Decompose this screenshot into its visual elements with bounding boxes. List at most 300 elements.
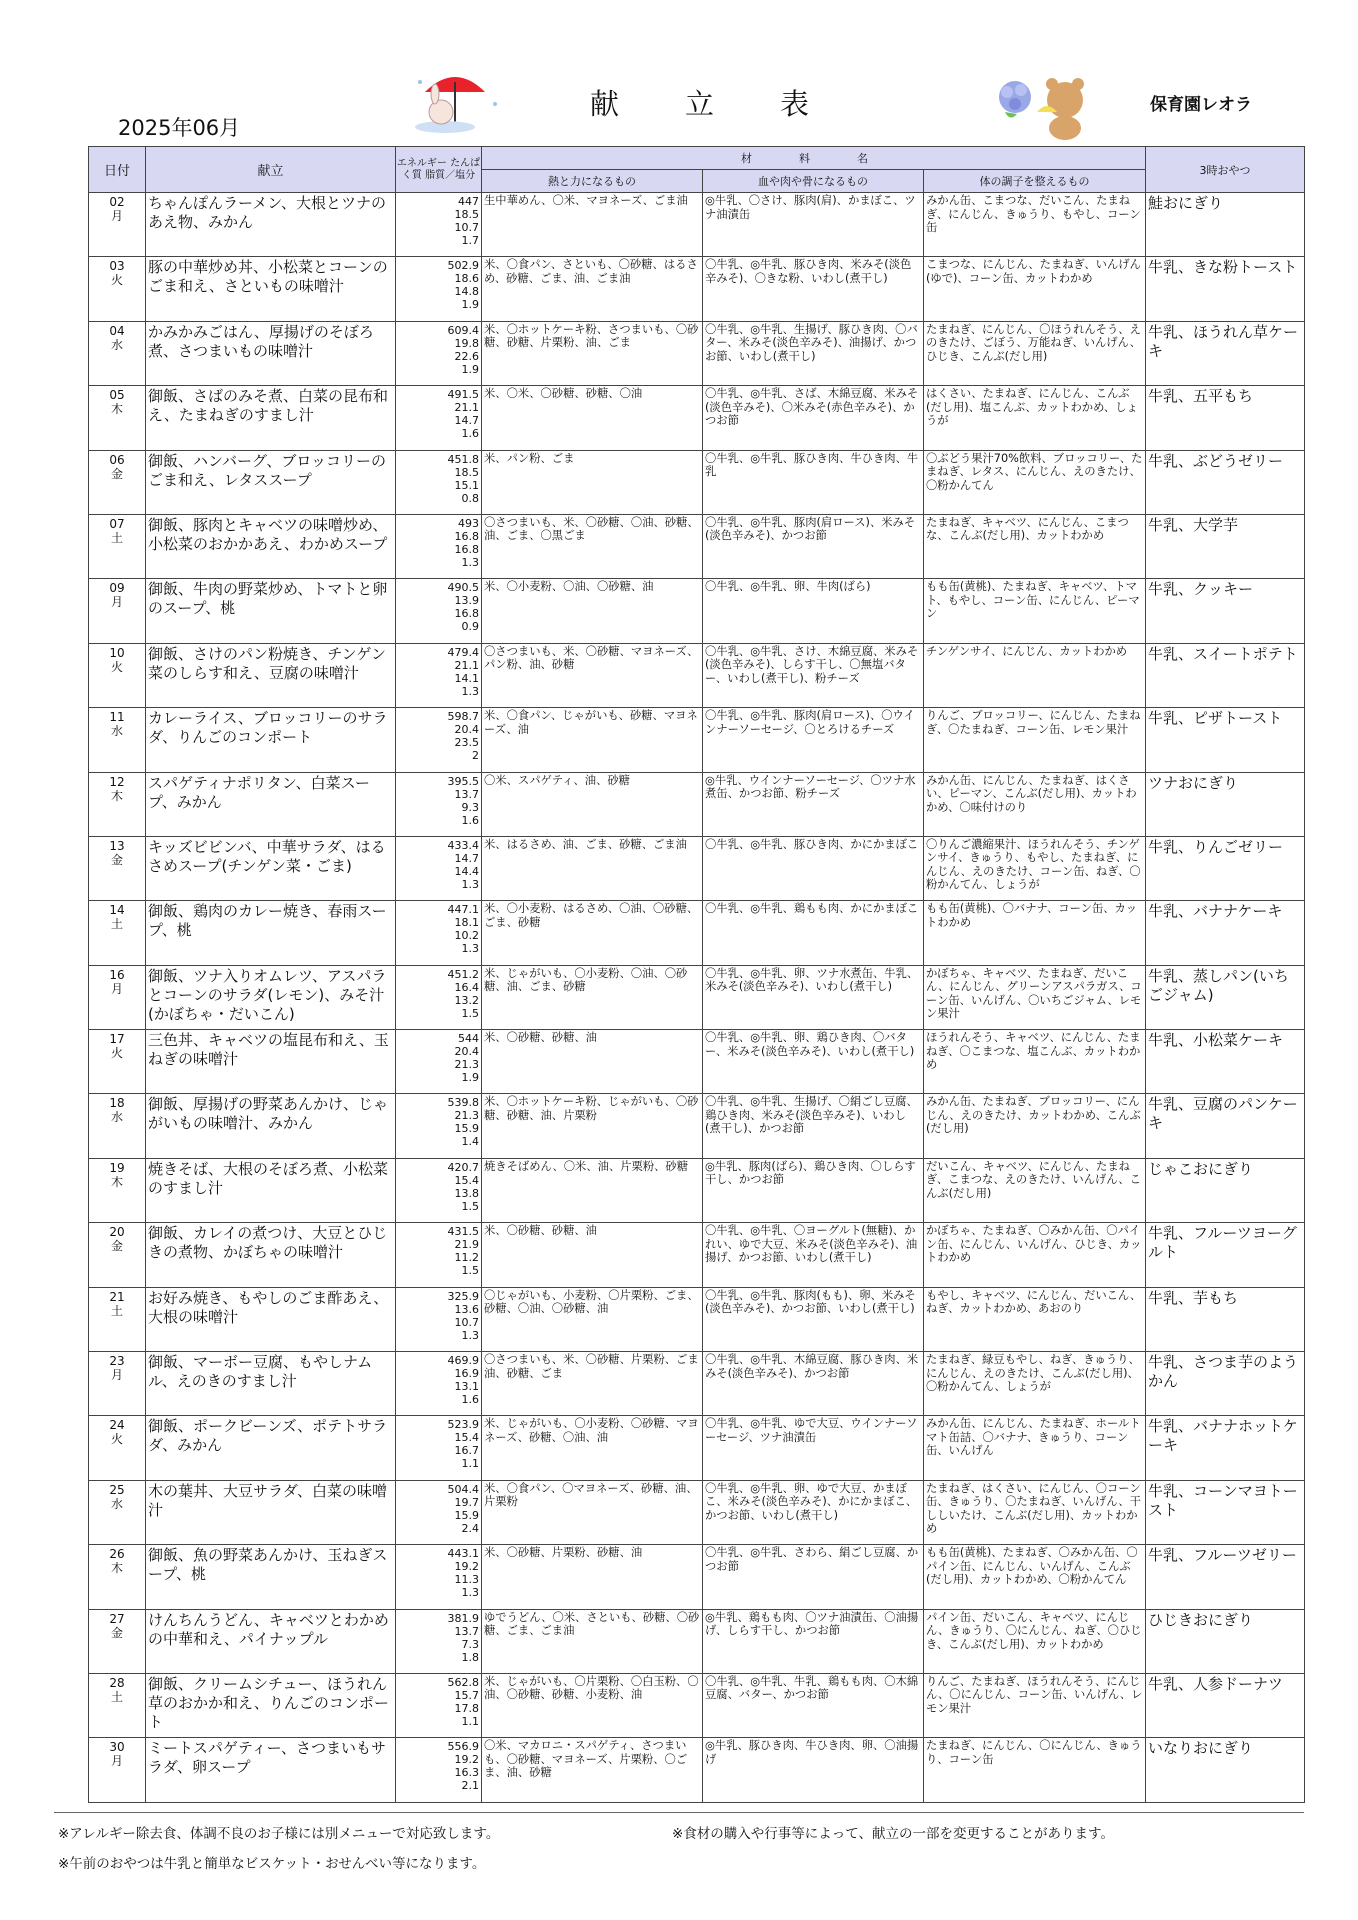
footer-note-allergy: ※アレルギー除去食、体調不良のお子様には別メニューで対応致します。 — [58, 1826, 500, 1842]
blood-foods-cell: 〇牛乳、◎牛乳、木綿豆腐、豚ひき肉、米みそ(淡色辛みそ)、かつお節 — [703, 1352, 924, 1416]
fat-g: 7.3 — [461, 1637, 479, 1651]
dish-cell: 御飯、豚肉とキャベツの味噌炒め、小松菜のおかかあえ、わかめスープ — [146, 514, 396, 578]
nutrition-cell — [396, 1673, 482, 1737]
snack-cell: ツナおにぎり — [1146, 772, 1305, 836]
dish-cell: 木の葉丼、大豆サラダ、白菜の味噌汁 — [146, 1480, 396, 1544]
blood-foods-cell: 〇牛乳、◎牛乳、牛乳、鶏もも肉、〇木綿豆腐、バター、かつお節 — [703, 1673, 924, 1737]
nutrition-cell — [396, 1545, 482, 1609]
header-day: 日付 — [89, 147, 146, 193]
energy-foods-cell: 米、じゃがいも、〇小麦粉、〇砂糖、マヨネーズ、砂糖、〇油、油 — [482, 1416, 703, 1480]
blood-foods-cell: 〇牛乳、◎牛乳、鶏もも肉、かにかまぼこ — [703, 901, 924, 965]
body-foods-cell: もも缶(黄桃)、たまねぎ、キャベツ、トマト、もやし、コーン缶、にんじん、ピーマン — [924, 579, 1146, 643]
energy-foods-cell: 〇さつまいも、米、〇砂糖、片栗粉、ごま油、砂糖、ごま — [482, 1352, 703, 1416]
body-foods-cell: もやし、キャベツ、にんじん、だいこん、ねぎ、カットわかめ、あおのり — [924, 1287, 1146, 1351]
school-name: 保育園レオラ — [1150, 95, 1252, 115]
fat-g: 15.1 — [454, 478, 479, 492]
protein-g: 18.5 — [454, 465, 479, 479]
day-number: 17 — [109, 1032, 125, 1047]
nutrition-cell — [396, 514, 482, 578]
nutrition-cell — [396, 1416, 482, 1480]
energy-kcal: 447.1 — [447, 903, 479, 917]
dish-cell: けんちんうどん、キャベツとわかめの中華和え、パイナップル — [146, 1609, 396, 1673]
energy-kcal: 395.5 — [447, 774, 479, 788]
nutrition-cell — [396, 579, 482, 643]
snack-cell: 牛乳、豆腐のパンケーキ — [1146, 1094, 1305, 1158]
snack-cell: いなりおにぎり — [1146, 1738, 1305, 1802]
day-number: 12 — [109, 774, 125, 789]
fat-g: 14.7 — [454, 414, 479, 428]
dish-cell: 御飯、マーボー豆腐、もやしナムル、えのきのすまし汁 — [146, 1352, 396, 1416]
day-number: 16 — [109, 967, 125, 982]
energy-kcal: 504.4 — [447, 1482, 479, 1496]
body-foods-cell: はくさい、たまねぎ、にんじん、こんぶ(だし用)、塩こんぶ、カットわかめ、しょうが — [924, 386, 1146, 450]
protein-g: 13.9 — [454, 594, 479, 608]
footer-note-morning-snack: ※午前のおやつは牛乳と簡単なビスケット・おせんべい等になります。 — [58, 1856, 486, 1872]
nutrition-cell — [396, 1352, 482, 1416]
day-number: 23 — [109, 1354, 125, 1369]
day-number: 04 — [109, 323, 125, 338]
protein-g: 14.7 — [454, 851, 479, 865]
protein-g: 19.7 — [454, 1495, 479, 1509]
fat-g: 21.3 — [454, 1058, 479, 1072]
salt-g: 1.3 — [461, 1586, 479, 1600]
protein-g: 16.4 — [454, 980, 479, 994]
weekday: 木 — [110, 1561, 123, 1576]
nutrition-cell — [396, 1609, 482, 1673]
salt-g: 1.6 — [461, 813, 479, 827]
energy-foods-cell: 米、〇食パン、じゃがいも、砂糖、マヨネーズ、油 — [482, 708, 703, 772]
protein-g: 21.9 — [454, 1238, 479, 1252]
fat-g: 10.2 — [454, 929, 479, 943]
weekday: 木 — [110, 788, 123, 803]
dish-cell: 御飯、牛肉の野菜炒め、トマトと卵のスープ、桃 — [146, 579, 396, 643]
body-foods-cell: もも缶(黄桃)、たまねぎ、〇みかん缶、〇パイン缶、にんじん、いんげん、こんぶ(だし用)、カットわかめ、〇粉かんてん — [924, 1545, 1146, 1609]
body-foods-cell: みかん缶、こまつな、だいこん、たまねぎ、にんじん、きゅうり、もやし、コーン缶 — [924, 193, 1146, 257]
fat-g: 15.9 — [454, 1122, 479, 1136]
header-energy-foods: 熱と力になるもの — [482, 170, 703, 193]
blood-foods-cell: ◎牛乳、鶏もも肉、〇ツナ油漬缶、〇油揚げ、しらす干し、かつお節 — [703, 1609, 924, 1673]
energy-foods-cell: 米、〇砂糖、砂糖、油 — [482, 1223, 703, 1287]
dish-cell: 御飯、クリームシチュー、ほうれん草のおかか和え、りんごのコンポート — [146, 1673, 396, 1737]
salt-g: 1.6 — [461, 1393, 479, 1407]
protein-g: 13.7 — [454, 787, 479, 801]
salt-g: 1.9 — [461, 298, 479, 312]
blood-foods-cell: 〇牛乳、◎牛乳、卵、ツナ水煮缶、牛乳、米みそ(淡色辛みそ)、いわし(煮干し) — [703, 965, 924, 1029]
blood-foods-cell: ◎牛乳、ウインナーソーセージ、〇ツナ水煮缶、かつお節、粉チーズ — [703, 772, 924, 836]
menu-row — [89, 772, 1305, 836]
day-number: 09 — [109, 581, 125, 596]
day-cell — [89, 1416, 146, 1480]
energy-kcal: 502.9 — [447, 259, 479, 273]
day-cell — [89, 1545, 146, 1609]
snack-cell: 牛乳、小松菜ケーキ — [1146, 1030, 1305, 1094]
body-foods-cell: たまねぎ、キャベツ、にんじん、こまつな、こんぶ(だし用)、カットわかめ — [924, 514, 1146, 578]
menu-row — [89, 514, 1305, 578]
blood-foods-cell: 〇牛乳、◎牛乳、さば、木綿豆腐、米みそ(淡色辛みそ)、〇米みそ(赤色辛みそ)、かつお節 — [703, 386, 924, 450]
fat-g: 13.1 — [454, 1380, 479, 1394]
energy-kcal: 493 — [458, 516, 479, 530]
dish-cell: 御飯、カレイの煮つけ、大豆とひじきの煮物、かぼちゃの味噌汁 — [146, 1223, 396, 1287]
menu-row — [89, 1287, 1305, 1351]
blood-foods-cell: 〇牛乳、◎牛乳、豚肉(もも)、卵、米みそ(淡色辛みそ)、かつお節、いわし(煮干し) — [703, 1287, 924, 1351]
day-cell — [89, 772, 146, 836]
energy-foods-cell: 米、〇食パン、〇マヨネーズ、砂糖、油、片栗粉 — [482, 1480, 703, 1544]
dish-cell: カレーライス、ブロッコリーのサラダ、りんごのコンポート — [146, 708, 396, 772]
body-foods-cell: たまねぎ、はくさい、にんじん、〇コーン缶、きゅうり、〇たまねぎ、いんげん、干ししいたけ、こんぶ(だし用)、カットわかめ — [924, 1480, 1146, 1544]
protein-g: 19.8 — [454, 336, 479, 350]
energy-foods-cell: 米、〇米、〇砂糖、砂糖、〇油 — [482, 386, 703, 450]
dish-cell: ちゃんぽんラーメン、大根とツナのあえ物、みかん — [146, 193, 396, 257]
snack-cell: 牛乳、スイートポテト — [1146, 643, 1305, 707]
blood-foods-cell: ◎牛乳、豚肉(ばら)、鶏ひき肉、〇しらす干し、かつお節 — [703, 1158, 924, 1222]
weekday: 月 — [110, 595, 123, 610]
dish-cell: 御飯、ポークビーンズ、ポテトサラダ、みかん — [146, 1416, 396, 1480]
energy-kcal: 556.9 — [447, 1740, 479, 1754]
weekday: 水 — [110, 724, 123, 739]
fat-g: 11.2 — [454, 1251, 479, 1265]
body-foods-cell: たまねぎ、にんじん、〇にんじん、きゅうり、コーン缶 — [924, 1738, 1146, 1802]
body-foods-cell: 〇りんご濃縮果汁、ほうれんそう、チンゲンサイ、きゅうり、もやし、たまねぎ、にんじん、えのきたけ、コーン缶、ねぎ、〇粉かんてん、しょうが — [924, 836, 1146, 900]
day-number: 19 — [109, 1160, 125, 1175]
snack-cell: 牛乳、フルーツヨーグルト — [1146, 1223, 1305, 1287]
dish-cell: かみかみごはん、厚揚げのそぼろ煮、さつまいもの味噌汁 — [146, 321, 396, 385]
protein-g: 16.8 — [454, 529, 479, 543]
day-cell — [89, 321, 146, 385]
day-cell — [89, 257, 146, 321]
nutrition-cell — [396, 965, 482, 1029]
snack-cell: 鮭おにぎり — [1146, 193, 1305, 257]
energy-foods-cell: ゆでうどん、〇米、さといも、砂糖、〇砂糖、ごま、ごま油 — [482, 1609, 703, 1673]
day-cell — [89, 1352, 146, 1416]
dish-cell: 御飯、ハンバーグ、ブロッコリーのごま和え、レタススープ — [146, 450, 396, 514]
snack-cell: 牛乳、きな粉トースト — [1146, 257, 1305, 321]
dish-cell: 焼きそば、大根のそぼろ煮、小松菜のすまし汁 — [146, 1158, 396, 1222]
day-cell — [89, 1738, 146, 1802]
fat-g: 22.6 — [454, 349, 479, 363]
body-foods-cell: りんご、ブロッコリー、にんじん、たまねぎ、〇たまねぎ、コーン缶、レモン果汁 — [924, 708, 1146, 772]
day-number: 24 — [109, 1418, 125, 1433]
dish-cell: お好み焼き、もやしのごま酢あえ、大根の味噌汁 — [146, 1287, 396, 1351]
energy-foods-cell: 米、じゃがいも、〇片栗粉、〇白玉粉、〇油、〇砂糖、砂糖、小麦粉、油 — [482, 1673, 703, 1737]
menu-row — [89, 836, 1305, 900]
protein-g: 20.4 — [454, 1045, 479, 1059]
menu-row — [89, 1673, 1305, 1737]
snack-cell: 牛乳、人参ドーナツ — [1146, 1673, 1305, 1737]
nutrition-cell — [396, 901, 482, 965]
snack-cell: 牛乳、バナナホットケーキ — [1146, 1416, 1305, 1480]
nutrition-cell — [396, 1158, 482, 1222]
dish-cell: 三色丼、キャベツの塩昆布和え、玉ねぎの味噌汁 — [146, 1030, 396, 1094]
energy-foods-cell: 米、〇砂糖、砂糖、油 — [482, 1030, 703, 1094]
menu-table — [88, 146, 1305, 1803]
energy-kcal: 325.9 — [447, 1289, 479, 1303]
day-cell — [89, 579, 146, 643]
energy-kcal: 443.1 — [447, 1547, 479, 1561]
weekday: 水 — [110, 1110, 123, 1125]
protein-g: 18.5 — [454, 208, 479, 221]
nutrition-cell — [396, 257, 482, 321]
body-foods-cell: チンゲンサイ、にんじん、カットわかめ — [924, 643, 1146, 707]
fat-g: 11.3 — [454, 1573, 479, 1587]
weekday: 金 — [110, 1625, 123, 1640]
blood-foods-cell: 〇牛乳、◎牛乳、卵、鶏ひき肉、〇バター、米みそ(淡色辛みそ)、いわし(煮干し) — [703, 1030, 924, 1094]
weekday: 金 — [110, 1239, 123, 1254]
fat-g: 9.3 — [461, 800, 479, 814]
fat-g: 13.2 — [454, 993, 479, 1007]
blood-foods-cell: ◎牛乳、豚ひき肉、牛ひき肉、卵、〇油揚げ — [703, 1738, 924, 1802]
day-cell — [89, 1223, 146, 1287]
header-nutrition: エネルギー たんぱく質 脂質／塩分 — [396, 147, 482, 193]
footer-divider — [54, 1812, 1304, 1813]
energy-kcal: 562.8 — [447, 1675, 479, 1689]
salt-g: 1.3 — [461, 877, 479, 891]
energy-foods-cell: 米、〇小麦粉、〇油、〇砂糖、油 — [482, 579, 703, 643]
fat-g: 14.4 — [454, 864, 479, 878]
menu-row — [89, 1545, 1305, 1609]
energy-kcal: 451.2 — [447, 967, 479, 981]
energy-foods-cell: 生中華めん、〇米、マヨネーズ、ごま油 — [482, 193, 703, 257]
protein-g: 15.4 — [454, 1431, 479, 1445]
snack-cell: 牛乳、ほうれん草ケーキ — [1146, 321, 1305, 385]
energy-kcal: 491.5 — [447, 388, 479, 402]
day-number: 03 — [109, 259, 125, 274]
nutrition-cell — [396, 1030, 482, 1094]
snack-cell: 牛乳、ピザトースト — [1146, 708, 1305, 772]
nutrition-cell — [396, 1738, 482, 1802]
salt-g: 1.5 — [461, 1199, 479, 1213]
day-cell — [89, 1094, 146, 1158]
day-cell — [89, 386, 146, 450]
body-foods-cell: こまつな、にんじん、たまねぎ、いんげん(ゆで)、コーン缶、カットわかめ — [924, 257, 1146, 321]
weekday: 火 — [110, 1432, 123, 1447]
body-foods-cell: みかん缶、たまねぎ、ブロッコリー、にんじん、えのきたけ、カットわかめ、こんぶ(だし用) — [924, 1094, 1146, 1158]
dish-cell: 御飯、ツナ入りオムレツ、アスパラとコーンのサラダ(レモン)、みそ汁(かぼちゃ・だいこん) — [146, 965, 396, 1029]
day-number: 26 — [109, 1547, 125, 1562]
protein-g: 15.4 — [454, 1173, 479, 1187]
salt-g: 2 — [472, 749, 479, 763]
energy-kcal: 609.4 — [447, 323, 479, 337]
protein-g: 16.9 — [454, 1367, 479, 1381]
snack-cell: 牛乳、五平もち — [1146, 386, 1305, 450]
header-dish: 献立 — [146, 147, 396, 193]
menu-row — [89, 1352, 1305, 1416]
day-cell — [89, 901, 146, 965]
body-foods-cell: ほうれんそう、キャベツ、にんじん、たまねぎ、〇こまつな、塩こんぶ、カットわかめ — [924, 1030, 1146, 1094]
menu-row — [89, 193, 1305, 257]
energy-foods-cell: 米、じゃがいも、〇小麦粉、〇油、〇砂糖、油、ごま、砂糖 — [482, 965, 703, 1029]
body-foods-cell: かぼちゃ、キャベツ、たまねぎ、だいこん、にんじん、グリーンアスパラガス、コーン缶、いんげん、〇いちごジャム、レモン果汁 — [924, 965, 1146, 1029]
salt-g: 0.9 — [461, 620, 479, 634]
day-number: 20 — [109, 1225, 125, 1240]
fat-g: 10.7 — [454, 221, 479, 234]
energy-kcal: 447 — [458, 195, 479, 208]
salt-g: 1.7 — [461, 234, 479, 247]
header-snack: 3時おやつ — [1146, 147, 1305, 193]
dish-cell: 御飯、さけのパン粉焼き、チンゲン菜のしらす和え、豆腐の味噌汁 — [146, 643, 396, 707]
protein-g: 18.1 — [454, 916, 479, 930]
weekday: 水 — [110, 1496, 123, 1511]
energy-foods-cell: 米、〇砂糖、片栗粉、砂糖、油 — [482, 1545, 703, 1609]
day-number: 18 — [109, 1096, 125, 1111]
weekday: 土 — [110, 1689, 123, 1704]
footer-note-change: ※食材の購入や行事等によって、献立の一部を変更することがあります。 — [672, 1826, 1114, 1842]
energy-kcal: 598.7 — [447, 710, 479, 724]
energy-foods-cell: 米、パン粉、ごま — [482, 450, 703, 514]
energy-kcal: 451.8 — [447, 452, 479, 466]
menu-row — [89, 901, 1305, 965]
body-foods-cell: たまねぎ、緑豆もやし、ねぎ、きゅうり、にんじん、えのきたけ、こんぶ(だし用)、〇粉かんてん、しょうが — [924, 1352, 1146, 1416]
snack-cell: 牛乳、クッキー — [1146, 579, 1305, 643]
weekday: 水 — [110, 337, 123, 352]
dish-cell: キッズビビンバ、中華サラダ、はるさめスープ(チンゲン菜・ごま) — [146, 836, 396, 900]
weekday: 月 — [110, 1754, 123, 1769]
energy-foods-cell: 〇米、マカロニ・スパゲティ、さつまいも、〇砂糖、マヨネーズ、片栗粉、〇ごま、油、砂糖 — [482, 1738, 703, 1802]
weekday: 金 — [110, 852, 123, 867]
nutrition-cell — [396, 386, 482, 450]
day-cell — [89, 1287, 146, 1351]
energy-foods-cell: 米、〇ホットケーキ粉、さつまいも、〇砂糖、砂糖、片栗粉、油、ごま — [482, 321, 703, 385]
nutrition-cell — [396, 1480, 482, 1544]
salt-g: 1.3 — [461, 1328, 479, 1342]
energy-kcal: 544 — [458, 1032, 479, 1046]
day-number: 27 — [109, 1611, 125, 1626]
menu-row — [89, 386, 1305, 450]
weekday: 火 — [110, 273, 123, 288]
energy-foods-cell: 〇さつまいも、米、〇砂糖、〇油、砂糖、油、ごま、〇黒ごま — [482, 514, 703, 578]
dish-cell: 御飯、厚揚げの野菜あんかけ、じゃがいもの味噌汁、みかん — [146, 1094, 396, 1158]
energy-foods-cell: 焼きそばめん、〇米、油、片栗粉、砂糖 — [482, 1158, 703, 1222]
salt-g: 0.8 — [461, 491, 479, 505]
fat-g: 16.3 — [454, 1766, 479, 1780]
protein-g: 15.7 — [454, 1688, 479, 1702]
day-cell — [89, 643, 146, 707]
weekday: 木 — [110, 1174, 123, 1189]
menu-row — [89, 257, 1305, 321]
day-number: 02 — [109, 195, 125, 209]
blood-foods-cell: 〇牛乳、◎牛乳、豚ひき肉、米みそ(淡色辛みそ)、〇きな粉、いわし(煮干し) — [703, 257, 924, 321]
menu-row — [89, 321, 1305, 385]
body-foods-cell: りんご、たまねぎ、ほうれんそう、にんじん、〇にんじん、コーン缶、いんげん、レモン果汁 — [924, 1673, 1146, 1737]
blood-foods-cell: 〇牛乳、◎牛乳、生揚げ、豚ひき肉、〇バター、米みそ(淡色辛みそ)、油揚げ、かつお節、いわし(煮干し) — [703, 321, 924, 385]
protein-g: 21.1 — [454, 401, 479, 415]
day-number: 10 — [109, 645, 125, 660]
energy-kcal: 490.5 — [447, 581, 479, 595]
day-cell — [89, 1030, 146, 1094]
energy-kcal: 431.5 — [447, 1225, 479, 1239]
salt-g: 1.9 — [461, 362, 479, 376]
salt-g: 1.9 — [461, 1071, 479, 1085]
energy-foods-cell: 米、〇食パン、さといも、〇砂糖、はるさめ、砂糖、ごま、油、ごま油 — [482, 257, 703, 321]
day-cell — [89, 708, 146, 772]
day-number: 07 — [109, 516, 125, 531]
salt-g: 1.5 — [461, 1264, 479, 1278]
bear-hydrangea-illustration — [985, 62, 1095, 142]
weekday: 土 — [110, 917, 123, 932]
fat-g: 17.8 — [454, 1701, 479, 1715]
menu-month: 2025年06月 — [118, 116, 241, 140]
protein-g: 19.2 — [454, 1753, 479, 1767]
menu-row — [89, 1480, 1305, 1544]
nutrition-cell — [396, 193, 482, 257]
salt-g: 1.8 — [461, 1650, 479, 1664]
energy-kcal: 469.9 — [447, 1354, 479, 1368]
day-cell — [89, 514, 146, 578]
day-number: 05 — [109, 388, 125, 403]
day-cell — [89, 450, 146, 514]
body-foods-cell: だいこん、キャベツ、にんじん、たまねぎ、こまつな、えのきたけ、いんげん、こんぶ(だし用) — [924, 1158, 1146, 1222]
protein-g: 13.7 — [454, 1624, 479, 1638]
snack-cell: 牛乳、フルーツゼリー — [1146, 1545, 1305, 1609]
weekday: 月 — [110, 1368, 123, 1383]
snack-cell: 牛乳、蒸しパン(いちごジャム) — [1146, 965, 1305, 1029]
menu-row — [89, 579, 1305, 643]
menu-row — [89, 708, 1305, 772]
energy-foods-cell: 米、〇小麦粉、はるさめ、〇油、〇砂糖、ごま、砂糖 — [482, 901, 703, 965]
energy-kcal: 539.8 — [447, 1096, 479, 1110]
body-foods-cell: みかん缶、にんじん、たまねぎ、ホールトマト缶詰、〇バナナ、きゅうり、コーン缶、いんげん — [924, 1416, 1146, 1480]
blood-foods-cell: 〇牛乳、◎牛乳、生揚げ、〇絹ごし豆腐、鶏ひき肉、米みそ(淡色辛みそ)、いわし(煮干し)、かつお節 — [703, 1094, 924, 1158]
fat-g: 16.7 — [454, 1444, 479, 1458]
energy-foods-cell: 〇さつまいも、米、〇砂糖、マヨネーズ、パン粉、油、砂糖 — [482, 643, 703, 707]
blood-foods-cell: 〇牛乳、◎牛乳、ゆで大豆、ウインナーソーセージ、ツナ油漬缶 — [703, 1416, 924, 1480]
blood-foods-cell: 〇牛乳、◎牛乳、〇ヨーグルト(無糖)、かれい、ゆで大豆、米みそ(淡色辛みそ)、油揚げ、かつお節、いわし(煮干し) — [703, 1223, 924, 1287]
salt-g: 1.6 — [461, 427, 479, 441]
day-number: 30 — [109, 1740, 125, 1755]
energy-kcal: 433.4 — [447, 838, 479, 852]
day-number: 13 — [109, 838, 125, 853]
day-number: 21 — [109, 1289, 125, 1304]
day-number: 06 — [109, 452, 125, 467]
nutrition-cell — [396, 836, 482, 900]
dish-cell: スパゲティナポリタン、白菜スープ、みかん — [146, 772, 396, 836]
weekday: 金 — [110, 466, 123, 481]
menu-row — [89, 1738, 1305, 1802]
weekday: 月 — [110, 209, 123, 223]
protein-g: 21.3 — [454, 1109, 479, 1123]
blood-foods-cell: 〇牛乳、◎牛乳、さけ、木綿豆腐、米みそ(淡色辛みそ)、しらす干し、〇無塩バター、いわし(煮干し)、粉チーズ — [703, 643, 924, 707]
nutrition-cell — [396, 1094, 482, 1158]
body-foods-cell: 〇ぶどう果汁70%飲料、ブロッコリー、たまねぎ、レタス、にんじん、えのきたけ、〇粉かんてん — [924, 450, 1146, 514]
weekday: 火 — [110, 659, 123, 674]
protein-g: 18.6 — [454, 272, 479, 286]
salt-g: 1.3 — [461, 555, 479, 569]
weekday: 月 — [110, 981, 123, 996]
menu-row — [89, 1223, 1305, 1287]
header-ingredients: 材 料 名 — [482, 147, 1146, 170]
snack-cell: じゃこおにぎり — [1146, 1158, 1305, 1222]
nutrition-cell — [396, 321, 482, 385]
blood-foods-cell: 〇牛乳、◎牛乳、豚肉(肩ロース)、〇ウインナーソーセージ、〇とろけるチーズ — [703, 708, 924, 772]
nutrition-cell — [396, 643, 482, 707]
salt-g: 2.4 — [461, 1521, 479, 1535]
day-cell — [89, 1609, 146, 1673]
energy-kcal: 523.9 — [447, 1418, 479, 1432]
day-number: 11 — [109, 710, 125, 725]
energy-foods-cell: 〇じゃがいも、小麦粉、〇片栗粉、ごま、砂糖、〇油、〇砂糖、油 — [482, 1287, 703, 1351]
weekday: 土 — [110, 530, 123, 545]
weekday: 土 — [110, 1303, 123, 1318]
fat-g: 15.9 — [454, 1508, 479, 1522]
blood-foods-cell: 〇牛乳、◎牛乳、豚肉(肩ロース)、米みそ(淡色辛みそ)、かつお節 — [703, 514, 924, 578]
header-blood-foods: 血や肉や骨になるもの — [703, 170, 924, 193]
nutrition-cell — [396, 772, 482, 836]
snack-cell: 牛乳、芋もち — [1146, 1287, 1305, 1351]
fat-g: 13.8 — [454, 1186, 479, 1200]
menu-row — [89, 965, 1305, 1029]
menu-row — [89, 1030, 1305, 1094]
page-title: 献立表 — [590, 87, 876, 121]
salt-g: 1.3 — [461, 684, 479, 698]
